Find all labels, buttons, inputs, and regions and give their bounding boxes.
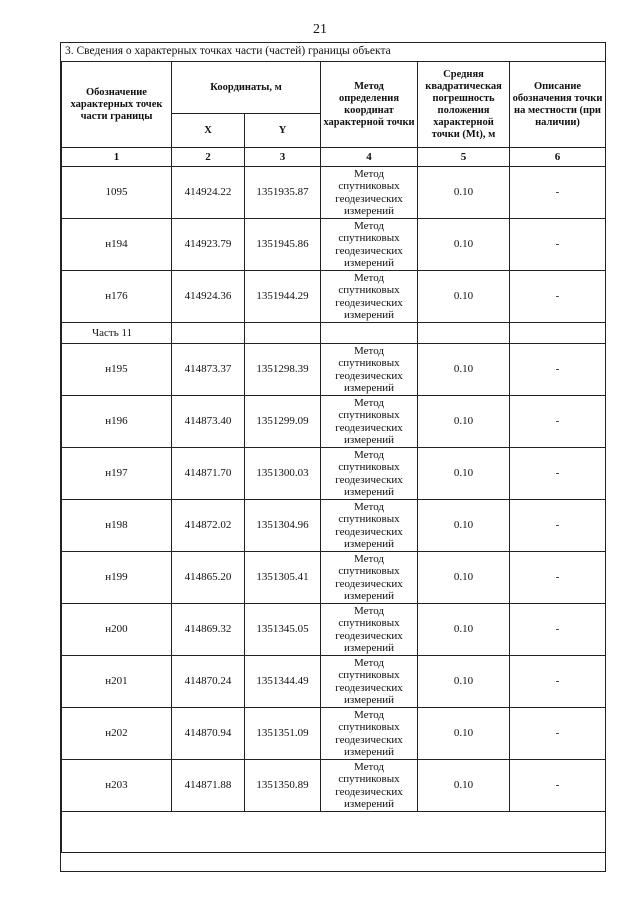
y-cell: 1351935.87 [245,167,321,219]
description-cell: - [510,219,606,271]
y-cell: 1351351.09 [245,708,321,760]
header-description: Описание обозначения точки на местности (при наличии) [510,62,606,148]
col-number: 6 [510,148,606,167]
table-row [62,656,606,708]
x-cell: 414872.02 [172,500,245,552]
y-cell: 1351298.39 [245,344,321,396]
x-cell: 414873.37 [172,344,245,396]
description-cell: - [510,271,606,323]
description-cell: - [510,167,606,219]
y-cell: 1351944.29 [245,271,321,323]
description-cell: - [510,708,606,760]
method-cell: Метод спутниковых геодезических измерений [321,167,418,219]
table-row [62,552,606,604]
y-cell: 1351345.05 [245,604,321,656]
table-row [62,448,606,500]
method-cell: Метод спутниковых геодезических измерений [321,656,418,708]
table-row [62,500,606,552]
table-row [62,760,606,812]
description-cell: - [510,344,606,396]
x-cell: 414873.40 [172,396,245,448]
method-cell: Метод спутниковых геодезических измерений [321,500,418,552]
part-row [62,323,606,344]
point-cell: н198 [62,500,172,552]
point-cell: н197 [62,448,172,500]
accuracy-cell: 0.10 [418,219,510,271]
header-y: Y [245,114,321,148]
x-cell: 414870.24 [172,656,245,708]
x-cell: 414924.22 [172,167,245,219]
y-cell: 1351945.86 [245,219,321,271]
y-cell: 1351300.03 [245,448,321,500]
description-cell: - [510,552,606,604]
document-frame [60,42,606,872]
accuracy-cell: 0.10 [418,708,510,760]
table-row [62,344,606,396]
header-accuracy: Средняя квадратическая погрешность положения характерной точки (Mt), м [418,62,510,148]
table-row [62,219,606,271]
x-cell: 414869.32 [172,604,245,656]
accuracy-cell: 0.10 [418,604,510,656]
accuracy-cell: 0.10 [418,552,510,604]
description-cell: - [510,396,606,448]
point-cell: н200 [62,604,172,656]
col-number: 4 [321,148,418,167]
x-cell: 414924.36 [172,271,245,323]
point-cell: н196 [62,396,172,448]
method-cell: Метод спутниковых геодезических измерений [321,271,418,323]
description-cell: - [510,760,606,812]
boundary-points-table [61,61,606,853]
accuracy-cell: 0.10 [418,396,510,448]
point-cell: 1095 [62,167,172,219]
header-method: Метод определения координат характерной точки [321,62,418,148]
y-cell: 1351305.41 [245,552,321,604]
table-row [62,167,606,219]
method-cell: Метод спутниковых геодезических измерений [321,604,418,656]
x-cell: 414871.88 [172,760,245,812]
description-cell: - [510,604,606,656]
col-number: 1 [62,148,172,167]
x-cell: 414923.79 [172,219,245,271]
point-cell: н203 [62,760,172,812]
accuracy-cell: 0.10 [418,344,510,396]
table-row [62,604,606,656]
accuracy-cell: 0.10 [418,167,510,219]
page-number: 21 [313,22,327,37]
accuracy-cell: 0.10 [418,500,510,552]
section-title: 3. Сведения о характерных точках части (частей) границы объекта [65,45,391,57]
method-cell: Метод спутниковых геодезических измерений [321,344,418,396]
col-number: 2 [172,148,245,167]
part-label: Часть 11 [62,323,172,344]
point-cell: н199 [62,552,172,604]
accuracy-cell: 0.10 [418,760,510,812]
table-row [62,396,606,448]
y-cell: 1351299.09 [245,396,321,448]
col-number: 3 [245,148,321,167]
point-cell: н176 [62,271,172,323]
method-cell: Метод спутниковых геодезических измерений [321,219,418,271]
method-cell: Метод спутниковых геодезических измерений [321,396,418,448]
y-cell: 1351304.96 [245,500,321,552]
header-designation: Обозначение характерных точек части границы [62,62,172,148]
accuracy-cell: 0.10 [418,271,510,323]
point-cell: н194 [62,219,172,271]
point-cell: н201 [62,656,172,708]
col-number: 5 [418,148,510,167]
accuracy-cell: 0.10 [418,448,510,500]
description-cell: - [510,448,606,500]
header-x: X [172,114,245,148]
y-cell: 1351350.89 [245,760,321,812]
description-cell: - [510,500,606,552]
method-cell: Метод спутниковых геодезических измерений [321,552,418,604]
description-cell: - [510,656,606,708]
x-cell: 414871.70 [172,448,245,500]
header-coordinates: Координаты, м [172,62,321,114]
point-cell: н195 [62,344,172,396]
point-cell: н202 [62,708,172,760]
empty-row [62,812,606,853]
table-row [62,271,606,323]
method-cell: Метод спутниковых геодезических измерений [321,760,418,812]
table-row [62,708,606,760]
y-cell: 1351344.49 [245,656,321,708]
accuracy-cell: 0.10 [418,656,510,708]
method-cell: Метод спутниковых геодезических измерений [321,448,418,500]
method-cell: Метод спутниковых геодезических измерений [321,708,418,760]
x-cell: 414865.20 [172,552,245,604]
x-cell: 414870.94 [172,708,245,760]
